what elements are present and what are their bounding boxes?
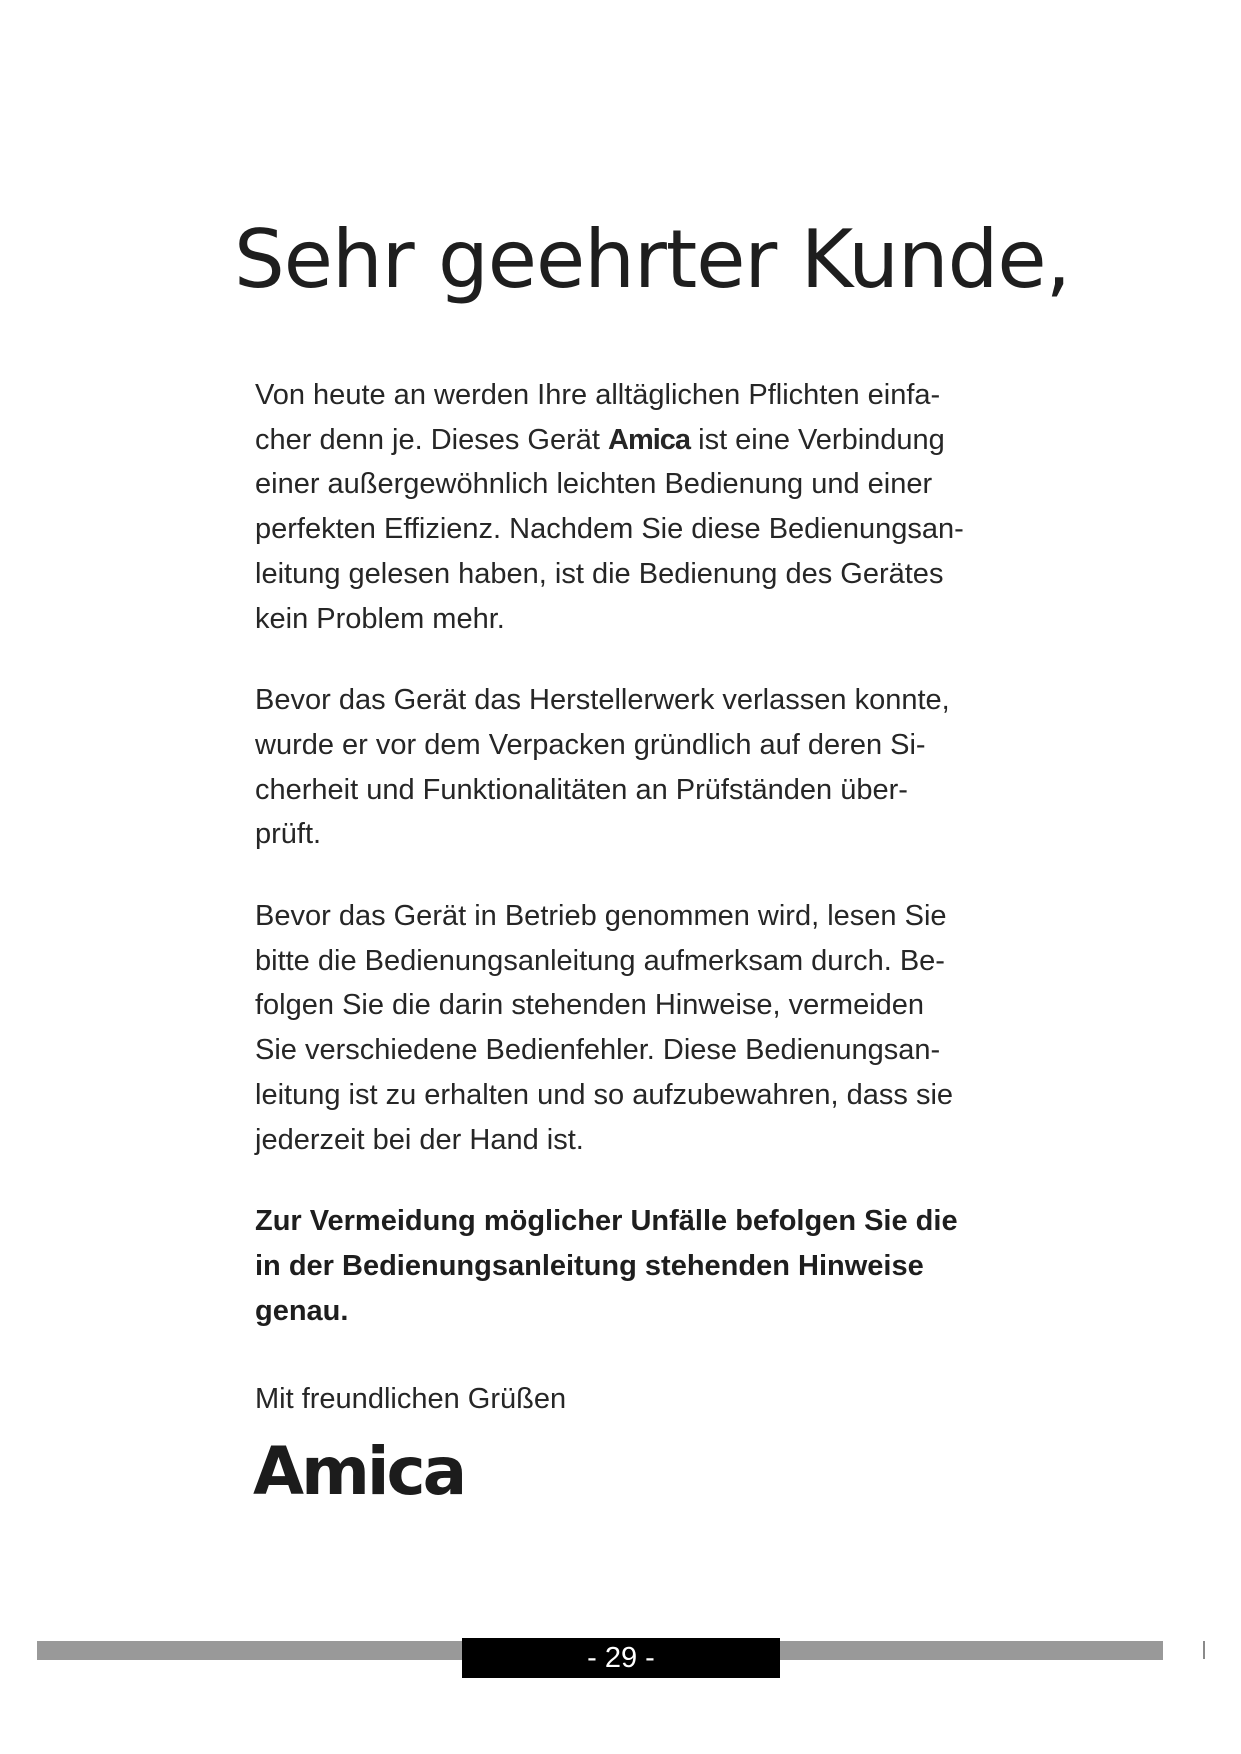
safety-warning-paragraph: Zur Vermeidung möglicher Unfälle befolgen Sie die in der Bedienungsanleitung stehenden Hinweise genau.: [255, 1205, 958, 1327]
page-title: Sehr geehrter Kunde,: [234, 213, 1071, 306]
instructions-paragraph: Bevor das Gerät in Betrieb genommen wird, lesen Sie bitte die Bedienungsanleitung aufmerksam durch. Be- folgen Sie die darin stehenden Hinweise, vermeiden Sie verschiedene Bedienfehler. Diese Bedienungsan- leitung ist zu erhalten und so aufzubewahren, dass sie jederzeit bei der Hand ist.: [255, 900, 954, 1156]
intro-text-start: Von heute an werden Ihre alltäglichen Pflichten einfa- cher denn je. Dieses Gerät: [255, 379, 941, 456]
amica-signature-logo: Amica: [253, 1433, 465, 1510]
inline-brand-logo: Amica: [608, 423, 691, 456]
intro-text-end: ist eine Verbindung einer außergewöhnlich leichten Bedienung und einer perfekten Effizienz. Nachdem Sie diese Bedienungsan- leitung gelesen haben, ist die Bedienung des Gerätes kein Problem mehr.: [255, 423, 964, 635]
edge-mark: [1203, 1641, 1205, 1659]
quality-check-paragraph: Bevor das Gerät das Herstellerwerk verlassen konnte, wurde er vor dem Verpacken gründlich auf deren Si- cherheit und Funktionalitäten an Prüfständen über- prüft.: [255, 684, 950, 851]
page-number: - 29 -: [462, 1638, 780, 1678]
intro-paragraph: [255, 373, 1015, 641]
closing-greeting: Mit freundlichen Grüßen: [255, 1383, 567, 1415]
letter-body: [255, 373, 1015, 1333]
